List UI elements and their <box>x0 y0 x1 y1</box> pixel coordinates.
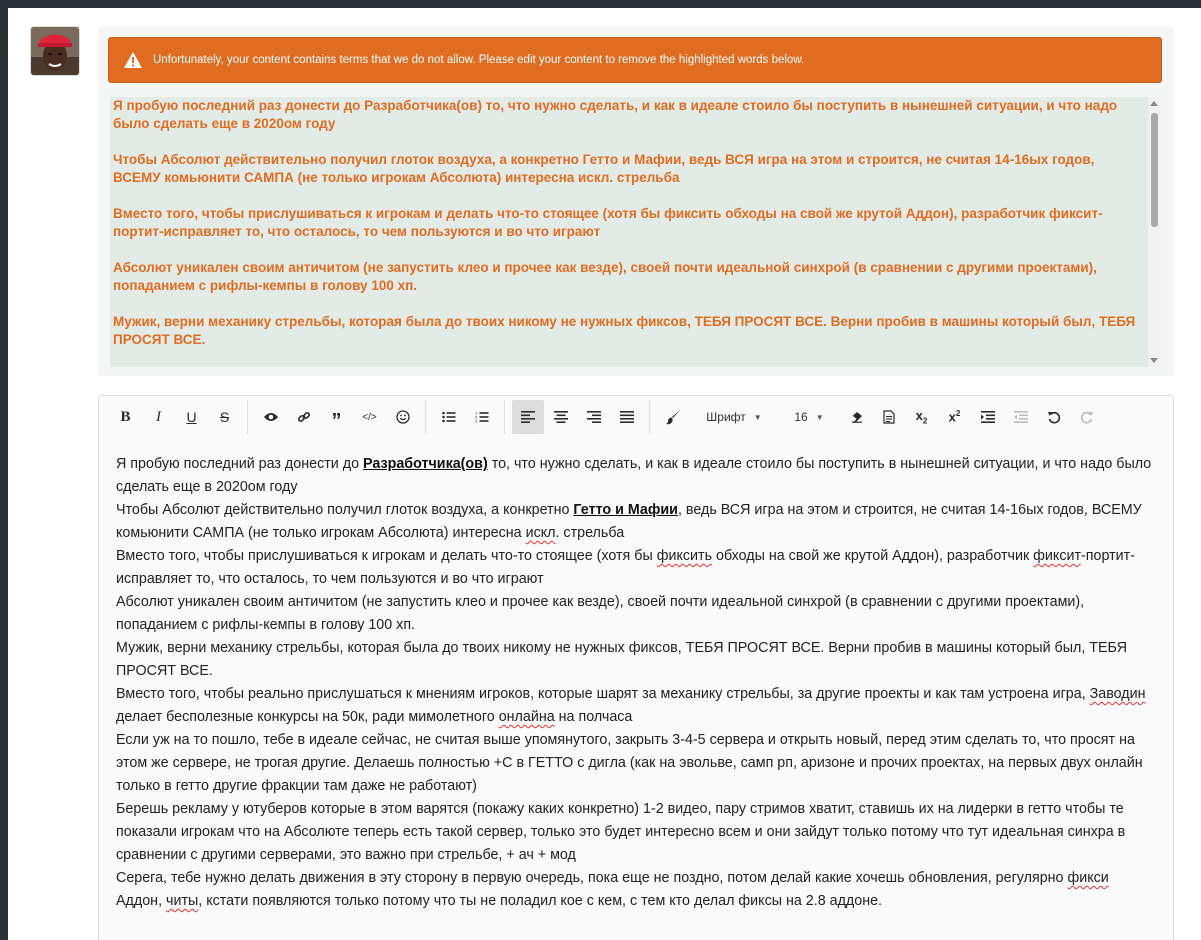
editor-paragraph: Берешь рекламу у ютуберов которые в этом варятся (покажу каких конкретно) 1-2 видео, пару стримов хватит, ставишь их на лидерки в гетто чтобы те показали игрокам что на Абсолюте теперь есть такой сервер, только это будет интересно всем и они зайдут только потому что тут идеальная синхра в сравнении с другими серверами, это важно при стрельбе, + ач + мод <box>116 801 1126 863</box>
bullet-list-button[interactable] <box>433 400 465 434</box>
number-list-icon <box>475 411 489 423</box>
text-run: на полчаса <box>554 709 633 725</box>
chevron-down-icon: ▼ <box>815 412 824 422</box>
misspelled-word: фиксит <box>1033 548 1082 564</box>
link-button[interactable] <box>288 400 320 434</box>
text-run: -портит-исправляет то, что осталось, то чем пользуются и во что играют <box>116 548 1135 587</box>
svg-text:3: 3 <box>474 418 477 423</box>
document-icon <box>883 410 895 424</box>
underline-icon: U <box>186 409 197 425</box>
text-run: Серега, тебе нужно делать движения в эту сторону в первую очередь, пока еще не поздно, потом делай какие хочешь обновления, регулярно <box>116 870 1068 886</box>
editor-paragraph: Если уж на то пошло, тебе в идеале сейчас, не считая выше упомянутого, закрыть 3-4-5 сервера и открыть новый, перед этим сделать то, что просят на этом же сервере, не трогая другие. Делаешь полностью +С в ГЕТТО с дигла (как на эвольве, самп рп, аризоне и прочих проектах, на первых двух онлайн только в гетто другие фракции там даже не работают) <box>116 732 1143 794</box>
align-center-icon <box>554 411 568 423</box>
misspelled-word: фиксить <box>656 548 713 564</box>
align-justify-button[interactable] <box>611 400 643 434</box>
preview-button[interactable] <box>255 400 287 434</box>
text-run: Вместо того, чтобы прислушиваться к игрокам и делать что-то стоящее (хотя бы <box>116 548 657 564</box>
indent-button[interactable] <box>972 400 1004 434</box>
misspelled-word: Заводин <box>1089 686 1146 702</box>
superscript-icon: $x^2$ <box>948 409 961 425</box>
misspelled-word: фикси <box>1067 870 1109 886</box>
text-run: обходы на свой же крутой Аддон), разработчик <box>712 548 1034 564</box>
editor-toolbar <box>99 396 1173 438</box>
preview-paragraph: Чтобы Абсолют действительно получил глоток воздуха, а конкретно Гетто и Мафии, ведь ВСЯ игра на этом и строится, не считая 14-16ых годов, ВСЕМУ комьюнити САМПА (не только игрокам Абсолюта) интересна искл. стрельба <box>113 152 1095 185</box>
number-list-button[interactable] <box>466 400 498 434</box>
text-run: Чтобы Абсолют действительно получил глоток воздуха, а конкретно <box>116 502 574 518</box>
toolbar-divider <box>504 400 505 434</box>
redo-button[interactable] <box>1071 400 1103 434</box>
preview-paragraph: Вместо того, чтобы прислушиваться к игрокам и делать что-то стоящее (хотя бы фиксить обходы на свой же крутой Аддон), разработчик фиксит-портит-исправляет то, что осталось, то чем пользуются и во что играют <box>113 206 1103 239</box>
warning-icon <box>123 51 143 69</box>
paint-brush-icon <box>665 409 681 425</box>
remove-format-button[interactable] <box>840 400 872 434</box>
misspelled-word: искл <box>525 525 556 541</box>
strikethrough-icon: S <box>219 409 230 425</box>
align-center-button[interactable] <box>545 400 577 434</box>
toolbar-divider <box>649 400 650 434</box>
bold-button[interactable] <box>110 400 142 434</box>
align-justify-icon <box>620 411 634 423</box>
indent-icon <box>981 411 995 423</box>
outdent-button[interactable] <box>1005 400 1037 434</box>
svg-text:2: 2 <box>474 414 477 420</box>
align-right-button[interactable] <box>578 400 610 434</box>
content-warning-alert <box>108 37 1162 83</box>
template-button[interactable] <box>873 400 905 434</box>
bold-icon: B <box>120 408 131 425</box>
preview-paragraph: Мужик, верни механику стрельбы, которая была до твоих никому не нужных фиксов, ТЕБЯ ПРОСЯТ ВСЕ. Верни пробив в машины который был, ТЕБЯ ПРОСЯТ ВСЕ. <box>113 314 1136 347</box>
preview-paragraph: Я пробую последний раз донести до Разработчика(ов) то, что нужно сделать, и как в идеале стоило бы поступить в нынешней ситуации, и что надо было сделать еще в 2020ом году <box>113 98 1118 131</box>
bullet-list-icon <box>442 411 456 423</box>
text-run: делает бесполезные конкурсы на 50к, ради мимолетного <box>116 709 499 725</box>
editor-paragraph <box>116 545 1156 591</box>
editor-paragraph <box>116 683 1156 729</box>
text-run: . стрельба <box>555 525 625 541</box>
font-family-dropdown[interactable] <box>689 400 779 434</box>
text-run: то, что нужно сделать, и как в идеале стоило бы поступить в нынешней ситуации, и что надо было сделать еще в 2020ом году <box>116 456 1152 495</box>
code-icon: </> <box>362 411 377 423</box>
editor-paragraph: Мужик, верни механику стрельбы, которая была до твоих никому не нужных фиксов, ТЕБЯ ПРОСЯТ ВСЕ. Верни пробив в машины который был, ТЕБЯ ПРОСЯТ ВСЕ. <box>116 640 1128 679</box>
chevron-down-icon: ▼ <box>753 412 762 422</box>
redo-icon <box>1080 410 1094 424</box>
outdent-icon <box>1014 411 1028 423</box>
highlighted-preview <box>110 97 1160 367</box>
font-size-label: 16 <box>794 410 808 424</box>
preview-paragraph: Абсолют уникален своим античитом (не запустить клео и прочее как везде), своей почти идеальной синхрой (в сравнении с другими проектами), попаданием с рифлы-кемпы в голову 100 хп. <box>113 260 1097 293</box>
font-family-label: Шрифт <box>706 410 746 424</box>
strikethrough-button[interactable] <box>209 400 241 434</box>
page <box>8 8 1201 940</box>
align-left-icon <box>521 411 535 423</box>
code-button[interactable] <box>354 400 386 434</box>
subscript-button[interactable] <box>906 400 938 434</box>
italic-icon: I <box>156 408 161 425</box>
misspelled-word: онлайна <box>498 709 555 725</box>
underline-button[interactable] <box>176 400 208 434</box>
quote-icon: ” <box>331 410 342 432</box>
quote-button[interactable] <box>321 400 353 434</box>
italic-button[interactable] <box>143 400 175 434</box>
undo-icon <box>1047 410 1061 424</box>
link-icon <box>297 410 311 424</box>
scroll-up-arrow-icon[interactable] <box>1150 101 1158 106</box>
highlighted-term: Гетто и Мафии <box>573 502 678 518</box>
rich-text-editor[interactable] <box>98 395 1174 940</box>
scroll-down-arrow-icon[interactable] <box>1150 358 1158 363</box>
preview-scrollbar[interactable] <box>1148 97 1160 367</box>
align-left-button[interactable] <box>512 400 544 434</box>
editor-content[interactable] <box>116 453 1156 913</box>
text-color-button[interactable] <box>657 400 689 434</box>
text-run: Я пробую последний раз донести до <box>116 456 363 472</box>
toolbar-divider <box>247 400 248 434</box>
highlighted-term: Разработчика(ов) <box>363 456 488 472</box>
undo-button[interactable] <box>1038 400 1070 434</box>
scroll-thumb[interactable] <box>1151 113 1158 227</box>
text-run: , ведь ВСЯ игра на этом и строится, не считая 14-16ых годов, ВСЕМУ комьюнити САМПА (не только игрокам Абсолюта) интересна <box>116 502 1142 541</box>
text-run: Аддон, <box>116 893 167 909</box>
smiley-icon <box>396 410 410 424</box>
avatar-image <box>31 27 79 75</box>
font-size-dropdown[interactable] <box>779 400 839 434</box>
avatar[interactable] <box>31 27 79 75</box>
post-area <box>98 26 1174 376</box>
eraser-icon <box>848 411 863 423</box>
alert-message: Unfortunately, your content contains terms that we do not allow. Please edit your content to remove the highlighted words below. <box>153 54 805 66</box>
editor-paragraph <box>116 867 1156 913</box>
subscript-icon: $x_2$ <box>915 408 928 426</box>
text-run: , кстати появляются только потому что ты не поладил кое с кем, с тем кто делал фиксы на 2.8 аддоне. <box>198 893 883 909</box>
superscript-button[interactable] <box>939 400 971 434</box>
editor-paragraph <box>116 453 1156 499</box>
eye-icon <box>263 411 279 423</box>
svg-text:1: 1 <box>474 411 477 416</box>
misspelled-word: читы <box>166 893 199 909</box>
text-run: Вместо того, чтобы реально прислушаться к мнениям игроков, которые шарят за механику стрельбы, за другие проекты и как там устроена игра, <box>116 686 1090 702</box>
emoji-button[interactable] <box>387 400 419 434</box>
align-right-icon <box>587 411 601 423</box>
editor-paragraph: Абсолют уникален своим античитом (не запустить клео и прочее как везде), своей почти идеальной синхрой (в сравнении с другими проектами), попаданием с рифлы-кемпы в голову 100 хп. <box>116 594 1085 633</box>
toolbar-divider <box>425 400 426 434</box>
editor-paragraph <box>116 499 1156 545</box>
